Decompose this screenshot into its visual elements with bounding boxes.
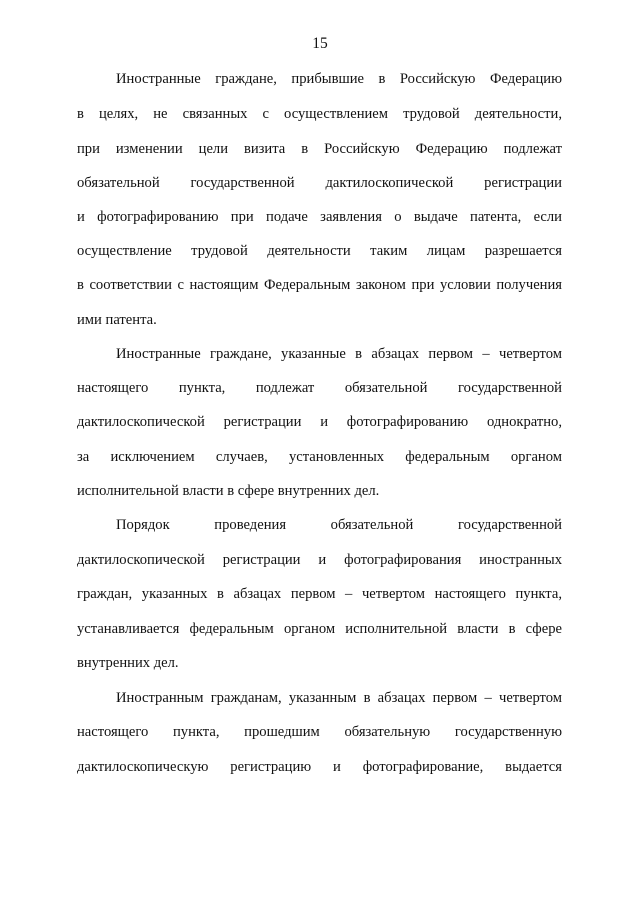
text-line: Иностранным гражданам, указанным в абзацах первом – четвертом	[116, 690, 562, 706]
text-line: Иностранные граждане, указанные в абзацах первом – четвертом	[116, 346, 562, 362]
page-number: 15	[312, 35, 328, 52]
text-line: ими патента.	[77, 312, 157, 328]
text-line: за исключением случаев, установленных федеральным органом	[77, 449, 562, 465]
text-line: Иностранные граждане, прибывшие в Российскую Федерацию	[116, 71, 562, 87]
text-line: устанавливается федеральным органом исполнительной власти в сфере	[77, 621, 562, 637]
text-line: в целях, не связанных с осуществлением трудовой деятельности,	[77, 106, 562, 122]
text-line: в соответствии с настоящим Федеральным законом при условии получения	[77, 277, 562, 293]
text-line: дактилоскопической регистрации и фотографированию однократно,	[77, 414, 562, 430]
text-line: внутренних дел.	[77, 655, 179, 671]
text-line: при изменении цели визита в Российскую Федерацию подлежат	[77, 141, 562, 157]
text-line: настоящего пункта, подлежат обязательной государственной	[77, 380, 562, 396]
text-line: дактилоскопической регистрации и фотографирования иностранных	[77, 552, 562, 568]
text-line: исполнительной власти в сфере внутренних дел.	[77, 483, 380, 499]
text-line: граждан, указанных в абзацах первом – четвертом настоящего пункта,	[77, 586, 562, 602]
text-line: и фотографированию при подаче заявления о выдаче патента, если	[77, 209, 562, 225]
text-line: Порядок проведения обязательной государственной	[116, 517, 562, 533]
text-line: осуществление трудовой деятельности таким лицам разрешается	[77, 243, 562, 259]
text-line: дактилоскопическую регистрацию и фотографирование, выдается	[77, 759, 562, 775]
text-line: настоящего пункта, прошедшим обязательную государственную	[77, 724, 562, 740]
text-line: обязательной государственной дактилоскопической регистрации	[77, 175, 562, 191]
